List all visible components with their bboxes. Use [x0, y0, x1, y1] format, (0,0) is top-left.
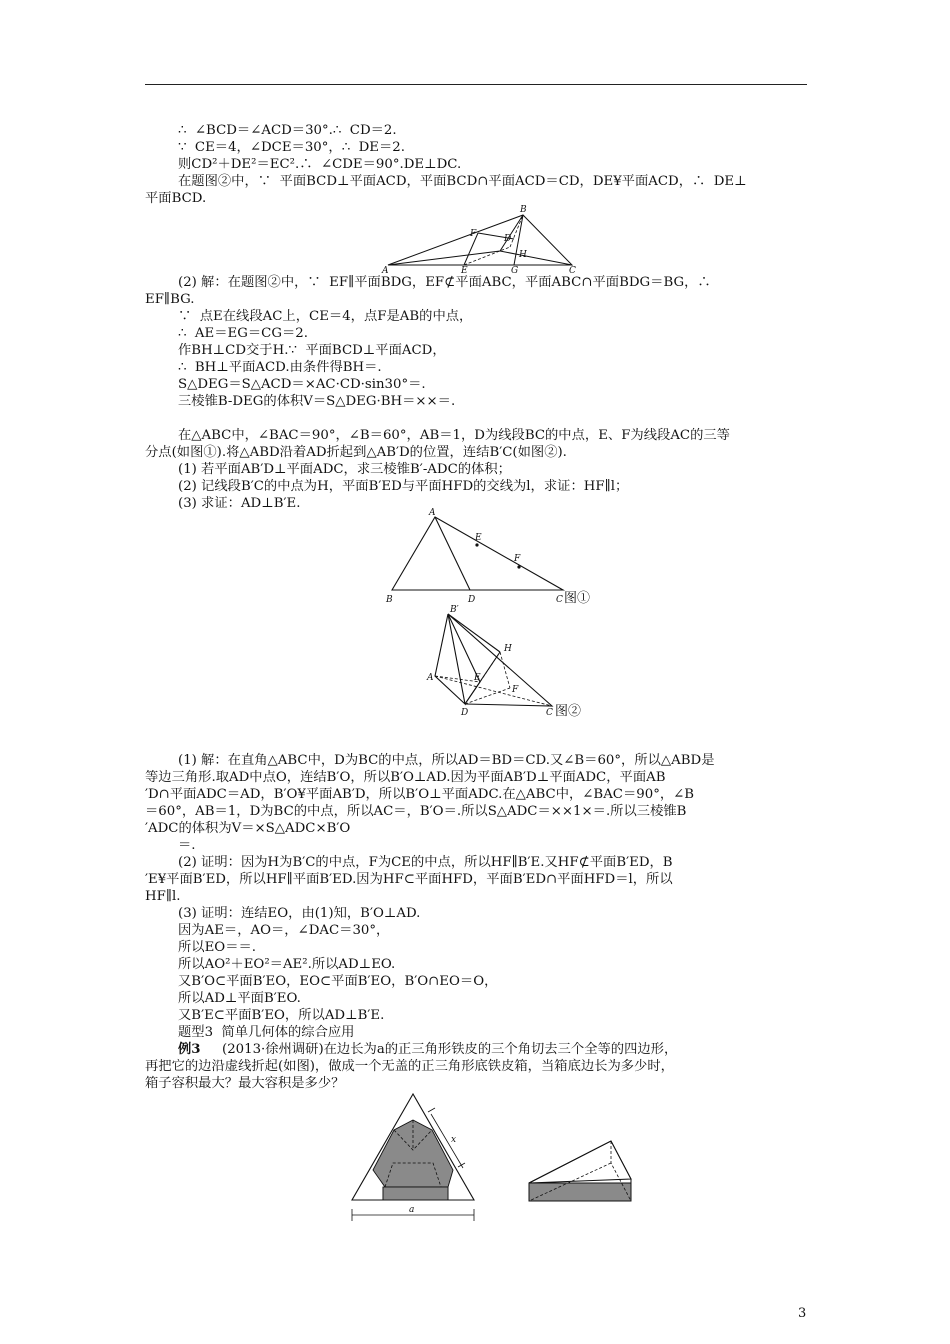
text-line: 因为AE＝，AO＝，∠DAC＝30°，	[178, 923, 390, 938]
label: C	[569, 266, 576, 276]
section-heading: 题型3 简单几何体的综合应用	[178, 1025, 355, 1040]
label: F	[470, 229, 477, 239]
text-line: 又B′E⊂平面B′EO，所以AD⊥B′E.	[178, 1008, 385, 1023]
text-line: ∴ ∠BCD＝∠ACD＝30°.∴ CD＝2.	[178, 123, 397, 138]
label: H	[504, 644, 512, 654]
label: B	[386, 595, 393, 605]
label: G	[511, 266, 519, 276]
text-line: (1) 解：在直角△ABC中，D为BC的中点，所以AD＝BD＝CD.又∠B＝60°，所以△ABD是	[178, 753, 715, 768]
text-line: ∴ BH⊥平面ACD.由条件得BH＝.	[178, 360, 382, 375]
text-line: 三棱锥B-DEG的体积V＝S△DEG·BH＝××＝.	[178, 394, 456, 409]
text-line: 再把它的边沿虚线折起(如图)，做成一个无盖的正三角形底铁皮箱，当箱底边长为多少时，	[145, 1059, 674, 1074]
page-number: 3	[798, 1306, 807, 1321]
text-line: 等边三角形.取AD中点O，连结B′O，所以B′O⊥AD.因为平面AB′D⊥平面ADC，平面AB	[145, 770, 666, 785]
text-line: ∵ CE＝4，∠DCE＝30°，∴ DE＝2.	[178, 140, 405, 155]
example-label: 例3	[178, 1042, 201, 1057]
label: F	[514, 554, 521, 564]
text-line: S△DEG＝S△ACD＝×AC·CD·sin30°＝.	[178, 377, 426, 392]
text-line: ＝.	[178, 838, 196, 853]
text-line: ＝60°，AB＝1，D为BC的中点，所以AC＝，B′O＝.所以S△ADC＝××1×＝.所以三棱锥B	[145, 804, 687, 819]
text-line: 在题图②中，∵ 平面BCD⊥平面ACD，平面BCD∩平面ACD＝CD，DE¥平面ACD，∴ DE⊥	[178, 174, 747, 189]
label: E	[461, 266, 468, 276]
label: D	[468, 595, 476, 605]
text-line: ′ADC的体积为V＝×S△ADC×B′O	[145, 821, 351, 836]
label: B′	[450, 605, 459, 615]
label: a	[409, 1205, 415, 1215]
text-line: EF∥BG.	[145, 292, 195, 307]
text-line: (2) 记线段B′C的中点为H，平面B′ED与平面HFD的交线为l，求证：HF∥l；	[178, 479, 629, 494]
text-line: 在△ABC中，∠BAC＝90°，∠B＝60°，AB＝1，D为线段BC的中点，E、F为线段AC的三等	[178, 428, 730, 443]
label: F	[512, 685, 519, 695]
text-line: 分点(如图①).将△ABD沿着AD折起到△AB′D的位置，连结B′C(如图②).	[145, 445, 567, 460]
label: E	[474, 673, 481, 683]
figure-box	[525, 1135, 640, 1210]
text-line: ∵ 点E在线段AC上，CE＝4，点F是AB的中点，	[178, 309, 473, 324]
text-line: 所以AO²＋EO²＝AE².所以AD⊥EO.	[178, 957, 396, 972]
text-line: HF∥l.	[145, 889, 181, 904]
text-line: (3) 证明：连结EO，由(1)知，B′O⊥AD.	[178, 906, 421, 921]
figure-caption: 图②	[555, 704, 582, 719]
text-line: 则CD²＋DE²＝EC².∴ ∠CDE＝90°.DE⊥DC.	[178, 157, 462, 172]
figure-triangle-1	[380, 505, 630, 605]
text-line: ′D∩平面ADC＝AD，B′O¥平面AB′D，所以B′O⊥平面ADC.在△ABC中，∠BAC＝90°，∠B	[145, 787, 695, 802]
label: A	[429, 508, 436, 518]
figure-tetrahedron-2	[420, 604, 630, 719]
text-line: (1) 若平面AB′D⊥平面ADC，求三棱锥B′-ADC的体积；	[178, 462, 511, 477]
text-line: 又B′O⊂平面B′EO，EO⊂平面B′EO，B′O∩EO＝O，	[178, 974, 498, 989]
text-line: ′E¥平面B′ED，所以HF∥平面B′ED.因为HF⊂平面HFD，平面B′ED∩平面HFD＝l，所以	[145, 872, 673, 887]
label: C	[556, 595, 563, 605]
label: A	[427, 673, 434, 683]
label: E	[475, 533, 482, 543]
label: D	[504, 234, 512, 244]
label: H	[519, 250, 527, 260]
text-line: 箱子容积最大？最大容积是多少？	[145, 1076, 345, 1091]
figure-triangle-sheet	[345, 1090, 495, 1222]
text-line: 平面BCD.	[145, 191, 207, 206]
header-rule	[145, 84, 807, 85]
text-line: (3) 求证：AD⊥B′E.	[178, 496, 301, 511]
label: B	[520, 205, 527, 215]
figure-tetrahedron-top	[380, 203, 610, 276]
label: D	[461, 708, 469, 718]
text-line: ∴ AE＝EG＝CG＝2.	[178, 326, 308, 341]
figure-caption: 图①	[564, 591, 591, 606]
label: C	[546, 708, 553, 718]
text-line: (2013·徐州调研)在边长为a的正三角形铁皮的三个角切去三个全等的四边形，	[222, 1042, 678, 1057]
text-line: 所以EO＝＝.	[178, 940, 257, 955]
text-line: 作BH⊥CD交于H.∵ 平面BCD⊥平面ACD，	[178, 343, 446, 358]
text-line: 所以AD⊥平面B′EO.	[178, 991, 301, 1006]
label: x	[451, 1135, 457, 1145]
label: A	[382, 266, 389, 276]
text-line: (2) 证明：因为H为B′C的中点，F为CE的中点，所以HF∥B′E.又HF⊄平面B′ED，B	[178, 855, 673, 870]
text-line: (2) 解：在题图②中，∵ EF∥平面BDG，EF⊄平面ABC，平面ABC∩平面BDG＝BG，∴	[178, 275, 711, 290]
